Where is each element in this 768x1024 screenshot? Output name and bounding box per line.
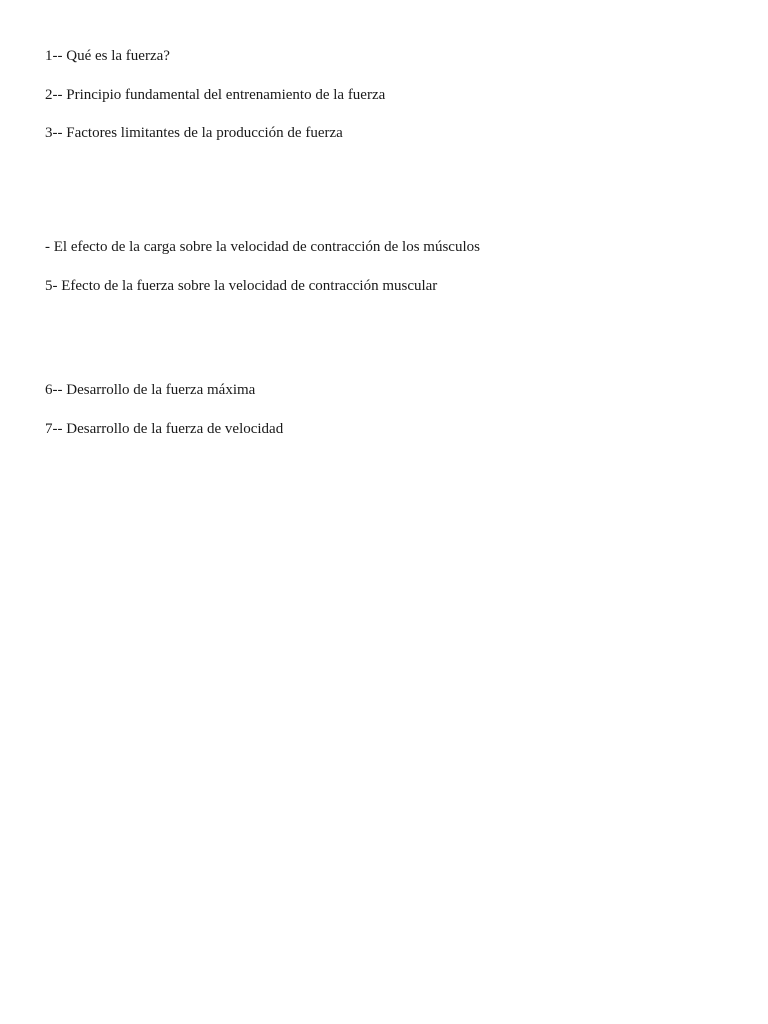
list-item-4: - El efecto de la carga sobre la velocidad de contracción de los músculos (45, 239, 480, 255)
list-item-1: 1-- Qué es la fuerza? (45, 48, 170, 64)
list-item-5: 5- Efecto de la fuerza sobre la velocidad de contracción muscular (45, 278, 438, 294)
list-item-2: 2-- Principio fundamental del entrenamiento de la fuerza (45, 87, 386, 103)
list-item-3: 3-- Factores limitantes de la producción de fuerza (45, 125, 343, 141)
list-item-6: 6-- Desarrollo de la fuerza máxima (45, 382, 256, 398)
list-item-7: 7-- Desarrollo de la fuerza de velocidad (45, 421, 284, 437)
